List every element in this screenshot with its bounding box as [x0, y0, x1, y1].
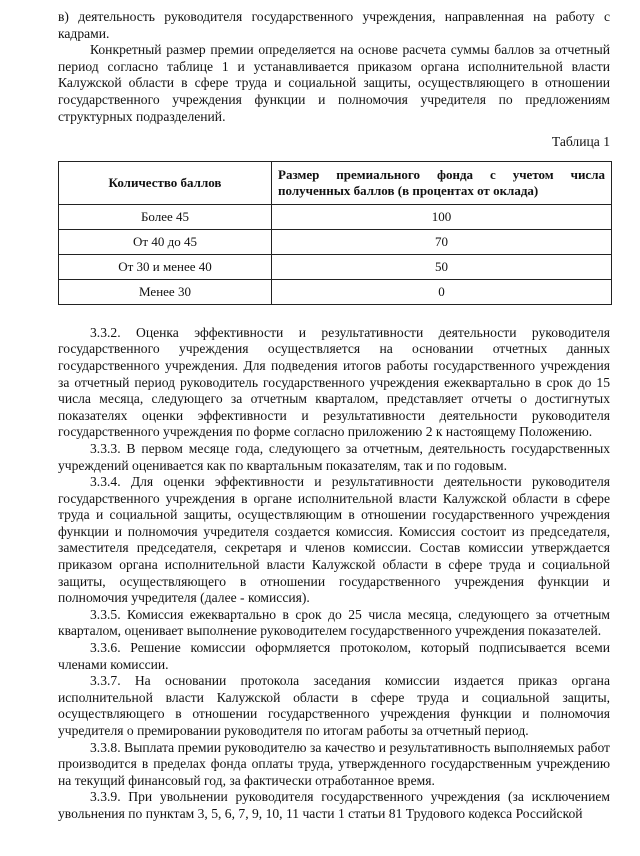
- section-3-3-3: 3.3.3. В первом месяце года, следующего за отчетным, деятельность государственных учреждений оценивается как по квартальным показателям, так и по годовым.: [58, 440, 610, 473]
- section-3-3-2: 3.3.2. Оценка эффективности и результативности деятельности руководителя государственного учреждения осуществляется на основании отчетных данных государственного учреждения. Для подведения итогов работы государственного учреждения за отчетный период руководитель государственного учреждения ежеквартально в срок до 15 числа месяца, следующего за отчетным кварталом, представляет отчеты о достигнутых показателях оценки эффективности и результативности деятельности руководителя государственного учреждения по форме согласно приложению 2 к настоящему Положению.: [58, 324, 610, 440]
- header-bonus-size: Размер премиального фонда с учетом числа полученных баллов (в процентах от оклада): [272, 161, 612, 204]
- table-header-row: [59, 161, 612, 204]
- section-3-3-5: 3.3.5. Комиссия ежеквартально в срок до 25 числа месяца, следующего за отчетным кварталом, оценивает выполнение руководителем государственного учреждения показателей.: [58, 606, 610, 639]
- table-cell-points: От 30 и менее 40: [59, 254, 272, 279]
- table-cell-percent: 0: [272, 279, 612, 304]
- sections: [58, 325, 610, 823]
- intro-paragraph: Конкретный размер премии определяется на основе расчета суммы баллов за отчетный период согласно таблице 1 и устанавливается приказом органа исполнительной власти Калужской области в сфере труда и социальной защиты, осуществляющего в отношении государственного учреждения функции и полномочия учредителя по предложениям структурных подразделений.: [58, 42, 610, 124]
- table-row: [59, 254, 612, 279]
- item-c-text: в) деятельность руководителя государственного учреждения, направленная на работу с кадрами.: [58, 9, 610, 41]
- table-cell-percent: 50: [272, 254, 612, 279]
- table-cell-percent: 70: [272, 229, 612, 254]
- table-cell-points: От 40 до 45: [59, 229, 272, 254]
- section-3-3-9: 3.3.9. При увольнении руководителя государственного учреждения (за исключением увольнения по пунктам 3, 5, 6, 7, 9, 10, 11 части 1 статьи 81 Трудового кодекса Российской: [58, 789, 610, 821]
- section-3-3-8: 3.3.8. Выплата премии руководителю за качество и результативность выполняемых работ производится в пределах фонда оплаты труда, утвержденного государственным учреждению на текущий финансовый год, за фактически отработанное время.: [58, 739, 610, 788]
- section-3-3-7: 3.3.7. На основании протокола заседания комиссии издается приказ органа исполнительной власти Калужской области в сфере труда и социальной защиты, осуществляющего в отношении государственного учреждения функции и полномочия учредителя о премировании руководителя по итогам работы за отчетный период.: [58, 673, 610, 738]
- section-3-3-6: 3.3.6. Решение комиссии оформляется протоколом, который подписывается всеми членами комиссии.: [58, 640, 610, 672]
- section-3-3-4: 3.3.4. Для оценки эффективности и результативности деятельности руководителя государственного учреждения в органе исполнительной власти Калужской области в сфере труда и социальной защиты, осуществляющим в отношении государственного учреждения функции и полномочия учредителя создается комиссия. Комиссия состоит из председателя, заместителя председателя, секретаря и членов комиссии. Состав комиссии утверждается приказом органа исполнительной власти Калужской области в сфере труда и социальной защиты, осуществляющего в отношении государственного учреждения функции и полномочия учредителя (далее - комиссия).: [58, 474, 610, 606]
- table-row: [59, 229, 612, 254]
- table-row: [59, 204, 612, 229]
- table-cell-percent: 100: [272, 204, 612, 229]
- table-row: [59, 279, 612, 304]
- table-cell-points: Более 45: [59, 204, 272, 229]
- header-points: Количество баллов: [59, 161, 272, 204]
- table-caption: Таблица 1: [551, 134, 610, 150]
- document-page: [58, 9, 610, 823]
- table-cell-points: Менее 30: [59, 279, 272, 304]
- bonus-table: [58, 161, 612, 305]
